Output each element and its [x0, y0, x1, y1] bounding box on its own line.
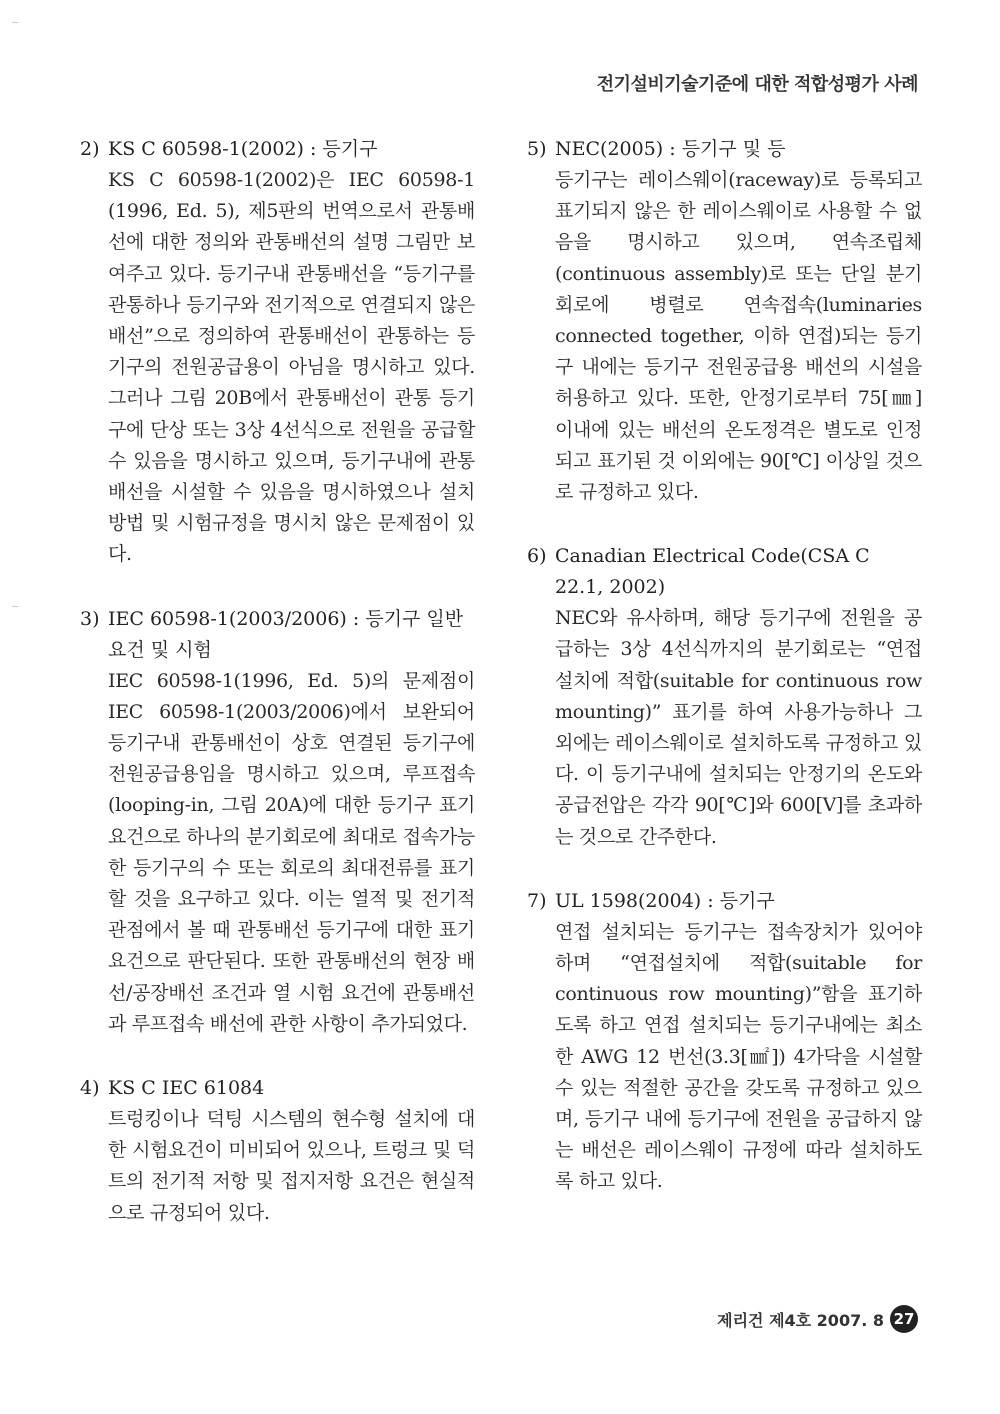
running-header: 전기설비기술기준에 대한 적합성평가 사례 [596, 74, 918, 95]
section-body: 연접 설치되는 등기구는 접속장치가 있어야 하며 “연접설치에 적합(suitable for continuous row mounting)”함을 표기하도록 하고 연접 설치되는 등기구내에는 최소한 AWG 12 번선(3.3[㎟]) 4가닥을 시설할 수 있는 적절한 공간을 갖도록 규정하고 있으며, 등기구 내에 등기구에 전원을 공급하지 않는 배선은 레이스웨이 규정에 따라 설치하도록 하고 있다. [555, 920, 922, 1193]
page-footer [717, 1305, 918, 1333]
section-4 [80, 1073, 475, 1229]
section-number: 6) [527, 545, 547, 568]
section-title: Canadian Electrical Code(CSA C 22.1, 2002) [555, 545, 870, 599]
section-number: 5) [527, 138, 547, 160]
left-column [80, 134, 475, 1262]
section-heading [80, 604, 475, 666]
section-7 [527, 886, 922, 1198]
section-5 [527, 134, 922, 508]
section-number: 7) [527, 889, 547, 912]
section-title: KS C IEC 61084 [108, 1077, 265, 1100]
section-title: KS C 60598-1(2002) : 등기구 [108, 138, 378, 160]
section-body: 등기구는 레이스웨이(raceway)로 등록되고 표기되지 않은 한 레이스웨이로 사용할 수 없음을 명시하고 있으며, 연속조립체(continuous assembly)로 또는 단일 분기회로에 병렬로 연속접속(luminaries connected together, 이하 연접)되는 등기구 내에는 등기구 전원공급용 배선의 시설을 허용하고 있다. 또한, 안정기로부터 75[㎜] 이내에 있는 배선의 온도정격은 별도로 인정되고 표기된 것 이외에는 90[℃] 이상일 것으로 규정하고 있다. [555, 169, 922, 504]
section-heading [80, 1073, 475, 1104]
section-title: UL 1598(2004) : 등기구 [555, 889, 775, 912]
section-3 [80, 604, 475, 1040]
section-body: 트렁킹이나 덕팅 시스템의 현수형 설치에 대한 시험요건이 미비되어 있으나, 트렁크 및 덕트의 전기적 저항 및 접지저항 요건은 현실적으로 규정되어 있다. [108, 1108, 475, 1224]
section-number: 4) [80, 1077, 100, 1100]
section-number: 3) [80, 607, 100, 630]
right-column [527, 134, 922, 1231]
footer-publication: 제리건 제4호 2007. 8 [717, 1310, 884, 1330]
section-heading [80, 134, 475, 165]
section-heading [527, 541, 922, 603]
section-heading [527, 134, 922, 165]
margin-mark [12, 606, 18, 607]
section-title: NEC(2005) : 등기구 및 등 [555, 138, 786, 160]
section-2 [80, 134, 475, 571]
section-body: KS C 60598-1(2002)은 IEC 60598-1 (1996, Ed. 5), 제5판의 번역으로서 관통배선에 대한 정의와 관통배선의 설명 그림만 보여주고 있다. 등기구내 관통배선을 “등기구를 관통하나 등기구와 전기적으로 연결되지 않은 배선”으로 정의하여 관통배선이 관통하는 등기구의 전원공급용이 아님을 명시하고 있다. 그러나 그림 20B에서 관통배선이 관통 등기구에 단상 또는 3상 4선식으로 전원을 공급할 수 있음을 명시하고 있으며, 등기구내에 관통배선을 시설할 수 있음을 명시하였으나 설치방법 및 시험규정을 명시치 않은 문제점이 있다. [108, 169, 475, 566]
section-6 [527, 541, 922, 853]
section-body: NEC와 유사하며, 해당 등기구에 전원을 공급하는 3상 4선식까지의 분기회로는 “연접 설치에 적합(suitable for continuous row mounting)” 표기를 하여 사용가능하나 그 외에는 레이스웨이로 설치하도록 규정하고 있다. 이 등기구내에 설치되는 안정기의 온도와 공급전압은 각각 90[℃]와 600[V]를 초과하는 것으로 간주한다. [555, 607, 922, 848]
section-body: IEC 60598-1(1996, Ed. 5)의 문제점이 IEC 60598-1(2003/2006)에서 보완되어 등기구내 관통배선이 상호 연결된 등기구에 전원공급용임을 명시하고 있으며, 루프접속(looping-in, 그림 20A)에 대한 등기구 표기요건으로 하나의 분기회로에 최대로 접속가능한 등기구의 수 또는 회로의 최대전류를 표기할 것을 요구하고 있다. 이는 열적 및 전기적 관점에서 볼 때 관통배선 등기구에 대한 표기요건으로 판단된다. 또한 관통배선의 현장 배선/공장배선 조건과 열 시험 요건에 관통배선과 루프접속 배선에 관한 사항이 추가되었다. [108, 669, 475, 1035]
section-title: IEC 60598-1(2003/2006) : 등기구 일반요건 및 시험 [108, 607, 464, 661]
page-number-badge: 27 [890, 1305, 918, 1333]
margin-mark [12, 22, 18, 23]
section-number: 2) [80, 138, 100, 160]
section-heading [527, 886, 922, 917]
